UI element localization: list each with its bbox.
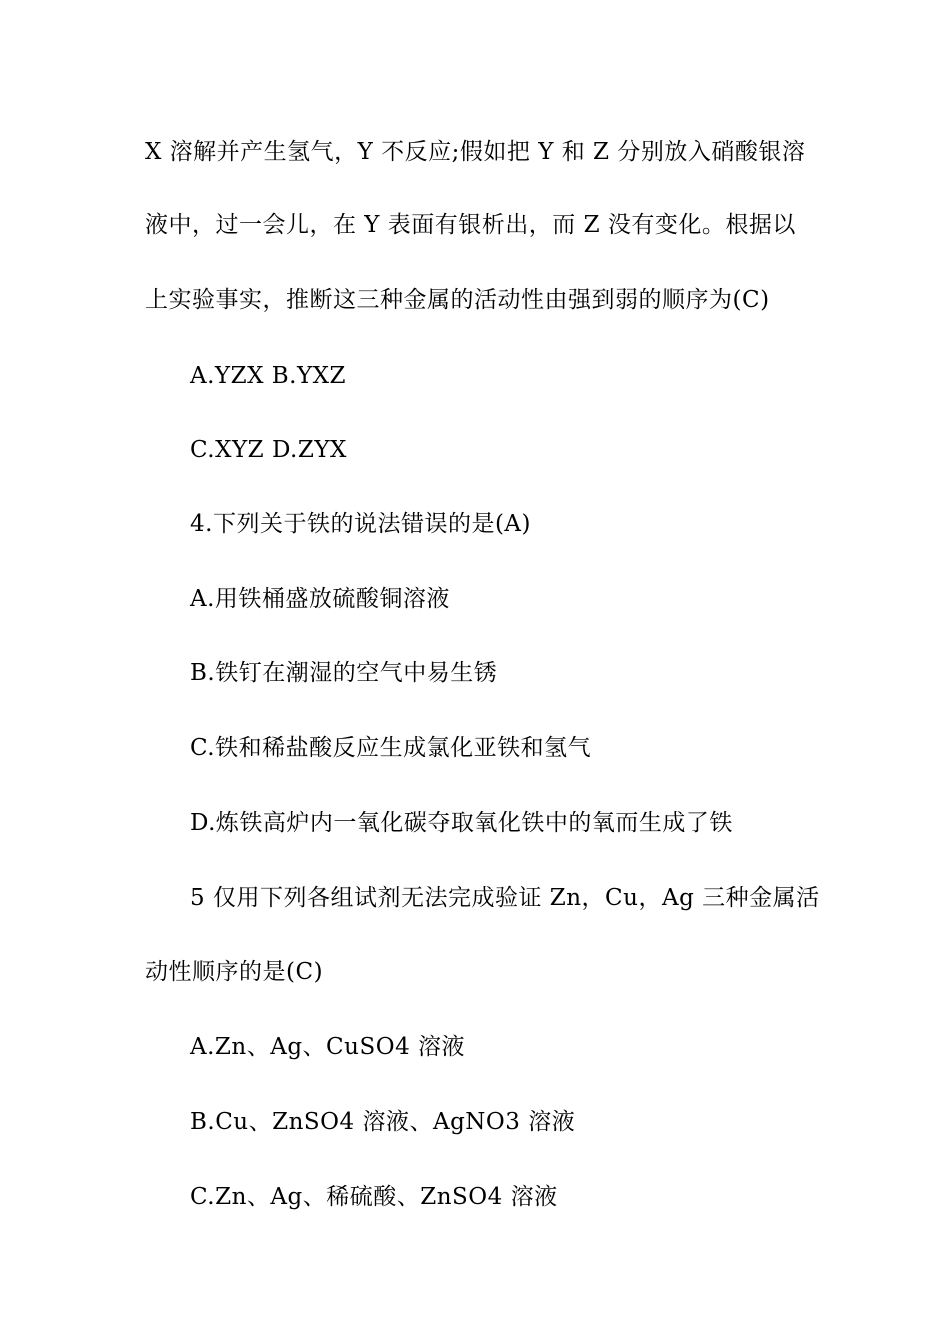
option-line-ab: A.YZX B.YXZ [190, 363, 347, 389]
question-5-option-b: B.Cu、ZnSO4 溶液、AgNO3 溶液 [190, 1109, 576, 1135]
question-4-option-a: A.用铁桶盛放硫酸铜溶液 [190, 586, 450, 612]
question-4-option-d: D.炼铁高炉内一氧化碳夺取氧化铁中的氧而生成了铁 [190, 810, 733, 836]
question-5-stem-line-1: 5 仅用下列各组试剂无法完成验证 Zn，Cu，Ag 三种金属活 [190, 885, 820, 911]
paragraph-line-3: 上实验事实，推断这三种金属的活动性由强到弱的顺序为(C) [145, 287, 770, 313]
paragraph-line-2: 液中，过一会儿，在 Y 表面有银析出，而 Z 没有变化。根据以 [145, 212, 796, 238]
paragraph-line-1: X 溶解并产生氢气，Y 不反应;假如把 Y 和 Z 分别放入硝酸银溶 [145, 139, 806, 165]
question-5-option-c: C.Zn、Ag、稀硫酸、ZnSO4 溶液 [190, 1184, 558, 1210]
question-4-option-b: B.铁钉在潮湿的空气中易生锈 [190, 660, 498, 686]
question-5-option-a: A.Zn、Ag、CuSO4 溶液 [190, 1034, 466, 1060]
question-4-option-c: C.铁和稀盐酸反应生成氯化亚铁和氢气 [190, 735, 592, 761]
question-4-stem: 4.下列关于铁的说法错误的是(A) [190, 511, 532, 537]
question-5-stem-line-2: 动性顺序的是(C) [145, 959, 324, 985]
option-line-cd: C.XYZ D.ZYX [190, 437, 347, 463]
